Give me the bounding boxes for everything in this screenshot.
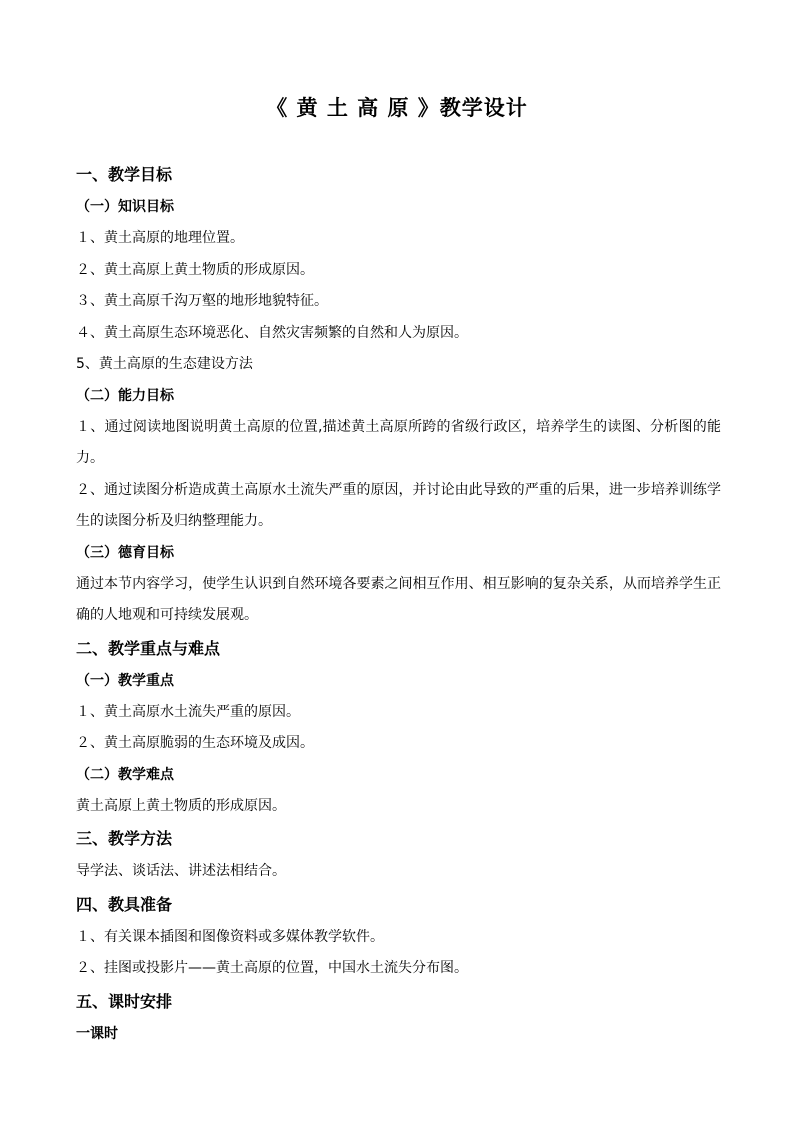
knowledge-item: 5、黄土高原的生态建设方法 (76, 356, 253, 372)
subsection-heading-moral: （三）德育目标 (76, 544, 174, 561)
knowledge-item: ２、黄土高原上黄土物质的形成原因。 (76, 261, 314, 278)
knowledge-item: １、黄土高原的地理位置。 (76, 230, 244, 246)
document-title: 《 黄 土 高 原 》教学设计 (266, 96, 528, 120)
knowledge-item: ３、黄土高原千沟万壑的地形地貌特征。 (76, 293, 328, 309)
schedule-text: 一课时 (76, 1025, 118, 1042)
methods-text: 导学法、谈话法、讲述法相结合。 (76, 863, 286, 879)
section-heading-schedule: 五、课时安排 (76, 991, 173, 1011)
focus-item: ２、黄土高原脆弱的生态环境及成因。 (76, 735, 314, 751)
subsection-heading-ability: （二）能力目标 (76, 387, 174, 404)
document-body (76, 158, 721, 1050)
materials-item: １、有关课本插图和图像资料或多媒体教学软件。 (76, 928, 384, 945)
ability-item: ２、通过读图分析造成黄土高原水土流失严重的原因，并讨论由此导致的严重的后果，进一步培养训练学生的读图分析及归纳整理能力。 (76, 481, 721, 529)
ability-item: １、通过阅读地图说明黄土高原的位置,描述黄土高原所跨的省级行政区，培养学生的读图、分析图的能力。 (76, 418, 721, 466)
subsection-heading-focus: （一）教学重点 (76, 672, 174, 689)
section-heading-materials: 四、教具准备 (76, 894, 173, 914)
section-heading-key-points: 二、教学重点与难点 (76, 638, 221, 658)
knowledge-item: ４、黄土高原生态环境恶化、自然灾害频繁的自然和人为原因。 (76, 324, 468, 341)
materials-item: ２、挂图或投影片——黄土高原的位置，中国水土流失分布图。 (76, 960, 468, 976)
subsection-heading-knowledge: （一）知识目标 (76, 199, 174, 215)
section-heading-objectives: 一、教学目标 (76, 165, 173, 184)
moral-text: 通过本节内容学习，使学生认识到自然环境各要素之间相互作用、相互影响的复杂关系，从而培养学生正确的人地观和可持续发展观。 (76, 575, 721, 623)
subsection-heading-difficulty: （二）教学难点 (76, 766, 174, 783)
difficulty-text: 黄土高原上黄土物质的形成原因。 (76, 797, 286, 814)
focus-item: １、黄土高原水土流失严重的原因。 (76, 703, 300, 720)
section-heading-methods: 三、教学方法 (76, 829, 173, 848)
